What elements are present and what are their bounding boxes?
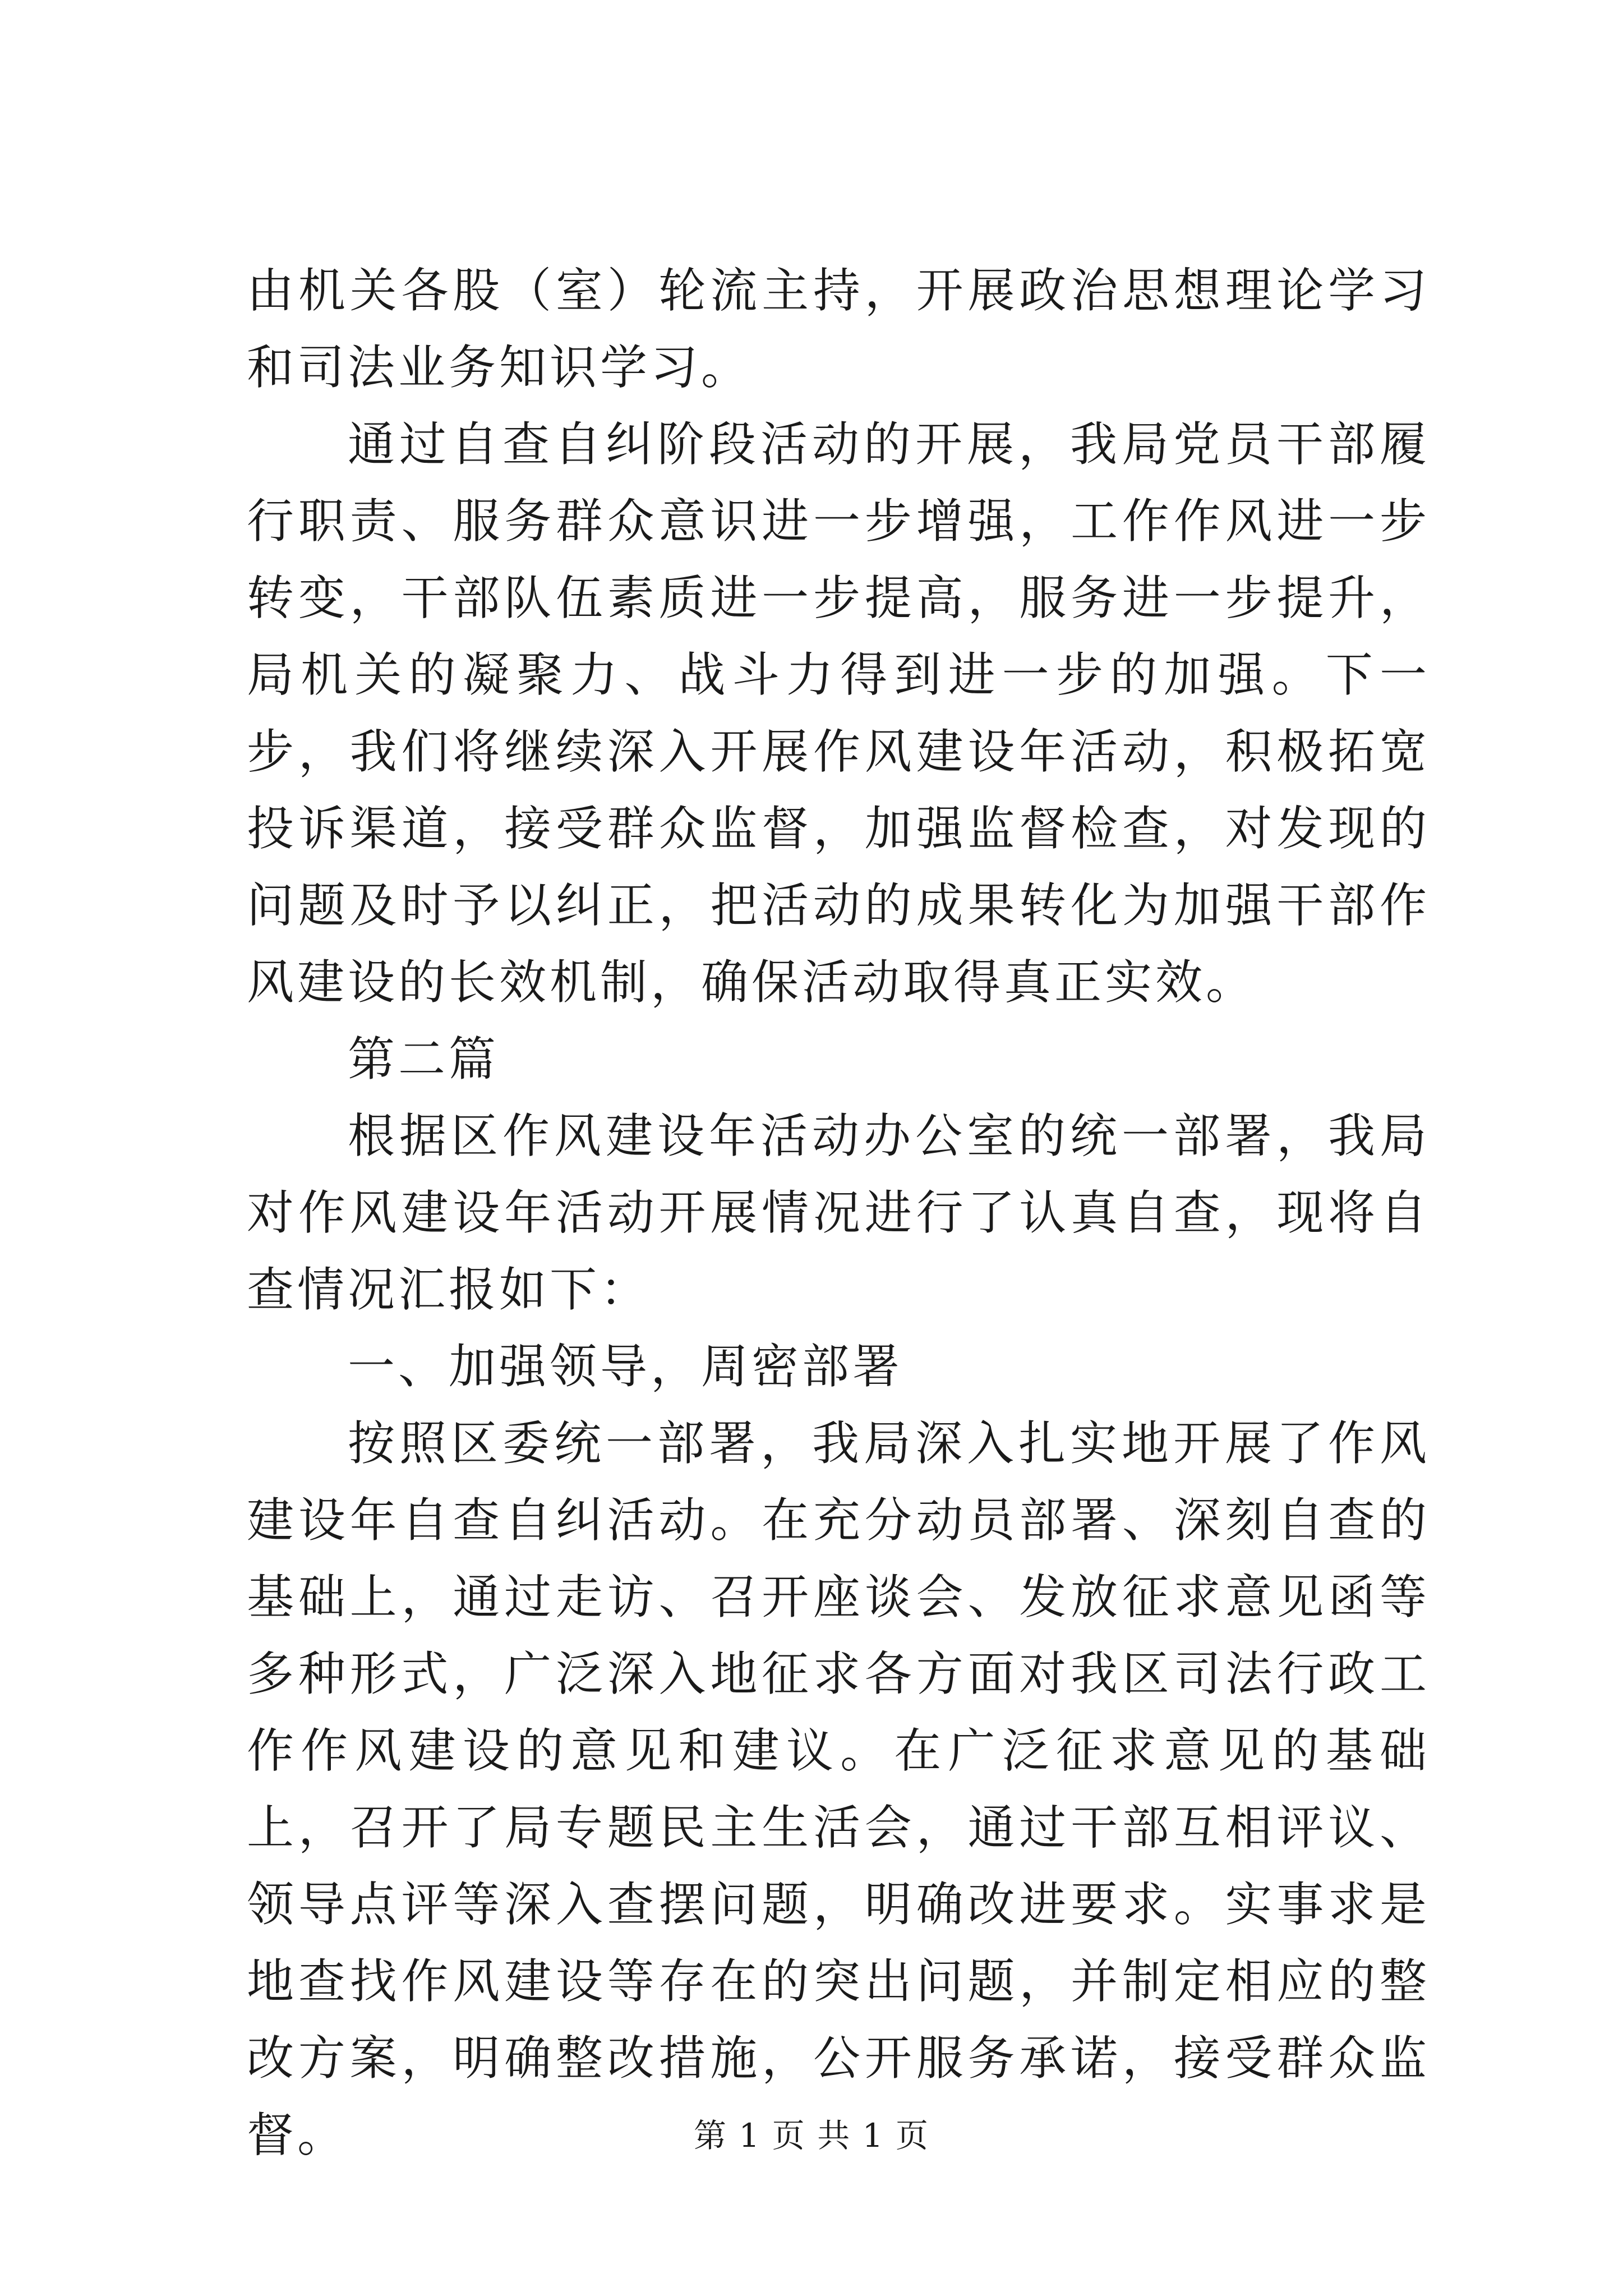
page-number: 第 1 页 共 1 页 [694,2116,929,2155]
document-body [247,252,1430,2174]
paragraph-continuation: 由机关各股（室）轮流主持，开展政治思想理论学习和司法业务知识学习。 [247,263,1430,395]
paragraph-summary: 通过自查自纠阶段活动的开展，我局党员干部履行职责、服务群众意识进一步增强，工作作风进一步转变，干部队伍素质进一步提高，服务进一步提升，局机关的凝聚力、战斗力得到进一步的加强。下一步，我们将继续深入开展作风建设年活动，积极拓宽投诉渠道，接受群众监督，加强监督检查，对发现的问题及时予以纠正，把活动的成果转化为加强干部作风建设的长效机制，确保活动取得真正实效。 [247,417,1430,1010]
paragraph-intro: 根据区作风建设年活动办公室的统一部署，我局对作风建设年活动开展情况进行了认真自查，现将自查情况汇报如下： [247,1108,1430,1317]
section-heading-part-two: 第二篇 [348,1032,500,1087]
paragraph-deployment: 按照区委统一部署，我局深入扎实地开展了作风建设年自查自纠活动。在充分动员部署、深刻自查的基础上，通过走访、召开座谈会、发放征求意见函等多种形式，广泛深入地征求各方面对我区司法行政工作作风建设的意见和建议。在广泛征求意见的基础上，召开了局专题民主生活会，通过干部互相评议、领导点评等深入查摆问题，明确改进要求。实事求是地查找作风建设等存在的突出问题，并制定相应的整改方案，明确整改措施，公开服务承诺，接受群众监督。 [247,1416,1430,2162]
page-footer [0,2109,1623,2156]
subheading-leadership: 一、加强领导，周密部署 [348,1339,903,1394]
